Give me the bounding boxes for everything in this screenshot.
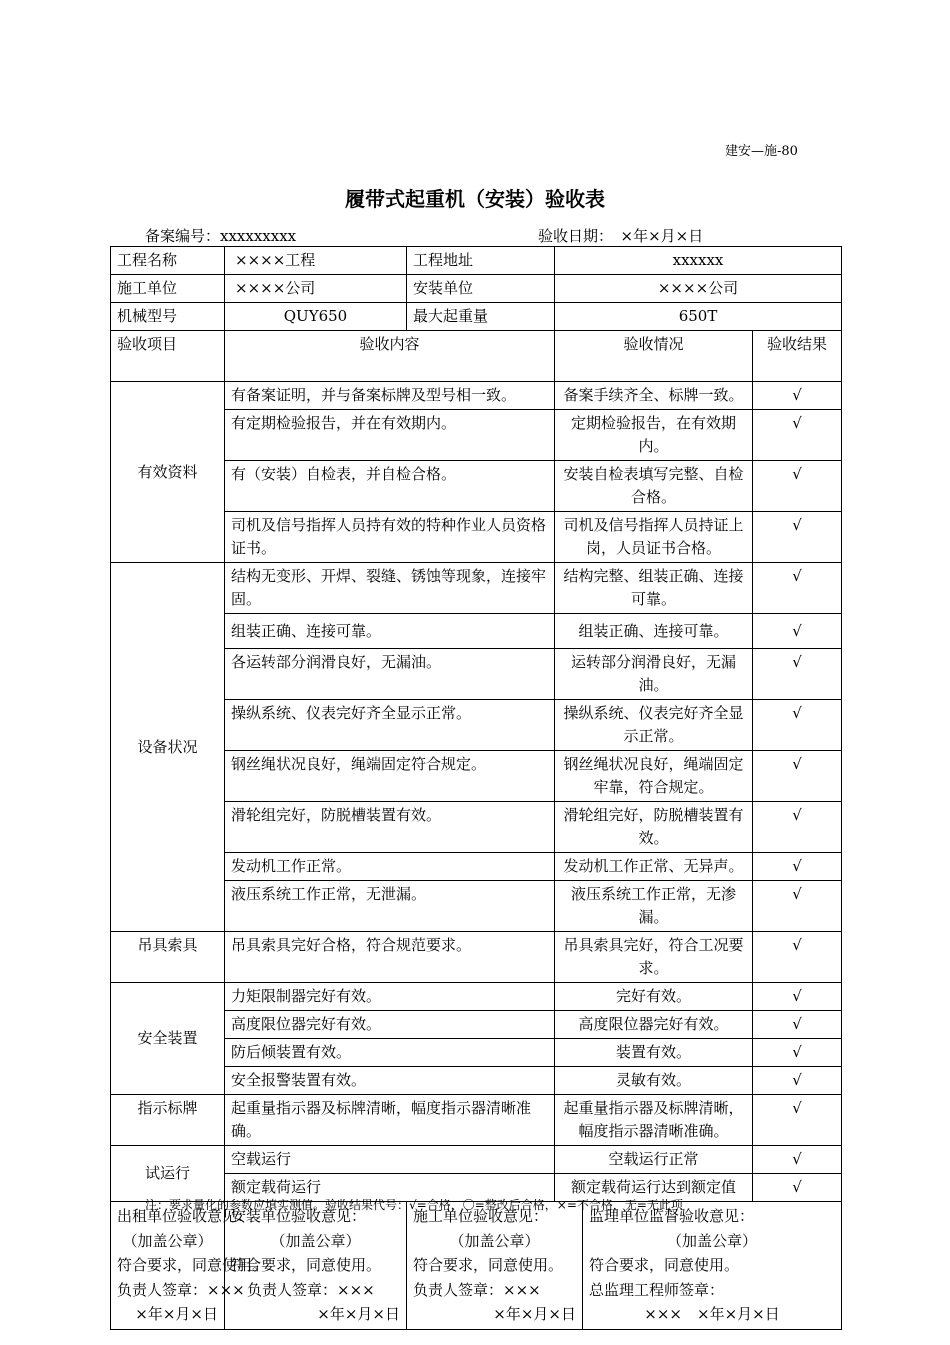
value-max-lift: 650T	[555, 303, 842, 331]
table-row	[111, 983, 842, 1011]
col-header-content: 验收内容	[225, 331, 555, 382]
value-project-address: xxxxxx	[555, 247, 842, 275]
signature-block	[111, 1202, 268, 1330]
row-status: 发动机工作正常、无异声。	[555, 853, 753, 881]
row-result: √	[753, 382, 842, 410]
row-content: 力矩限制器完好有效。	[225, 983, 555, 1011]
row-status: 高度限位器完好有效。	[555, 1011, 753, 1039]
signature-signer: 总监理工程师签章：	[589, 1280, 725, 1299]
row-result: √	[753, 853, 842, 881]
record-number: 备案编号：xxxxxxxxx	[145, 227, 297, 245]
row-content: 吊具索具完好合格，符合规范要求。	[225, 932, 555, 983]
label-project-address: 工程地址	[407, 247, 555, 275]
row-content: 防后倾装置有效。	[225, 1039, 555, 1067]
signature-signer: 负责人签章：×××	[247, 1280, 375, 1299]
info-row-machine	[111, 303, 842, 331]
signature-row	[111, 1202, 842, 1330]
signature-seal: （加盖公章）	[667, 1231, 758, 1250]
row-status: 吊具索具完好，符合工况要求。	[555, 932, 753, 983]
page-title: 履带式起重机（安装）验收表	[345, 187, 605, 211]
signature-date: ×年×月×日	[317, 1305, 400, 1323]
signature-opinion: 符合要求，同意使用。	[413, 1256, 564, 1274]
label-builder: 施工单位	[111, 275, 225, 303]
row-result: √	[753, 512, 842, 563]
label-installer: 安装单位	[407, 275, 555, 303]
signature-title: 监理单位监督验收意见：	[589, 1207, 755, 1225]
row-result: √	[753, 410, 842, 461]
row-result: √	[753, 1174, 842, 1202]
signature-title: 施工单位验收意见：	[413, 1207, 549, 1225]
signature-title: 安装单位验收意见：	[231, 1207, 367, 1225]
row-result: √	[753, 614, 842, 649]
row-status: 运转部分润滑良好，无漏油。	[555, 649, 753, 700]
row-result: √	[753, 932, 842, 983]
row-result: √	[753, 1095, 842, 1146]
signature-title: 出租单位验收意见：	[117, 1207, 253, 1225]
signature-block	[407, 1202, 583, 1330]
row-status: 滑轮组完好，防脱槽装置有效。	[555, 802, 753, 853]
signature-block	[583, 1202, 842, 1330]
row-content: 组装正确、连接可靠。	[225, 614, 555, 649]
col-header-status: 验收情况	[555, 331, 753, 382]
row-content: 有备案证明，并与备案标牌及型号相一致。	[225, 382, 555, 410]
row-status: 司机及信号指挥人员持证上岗，人员证书合格。	[555, 512, 753, 563]
row-status: 装置有效。	[555, 1039, 753, 1067]
row-content: 液压系统工作正常，无泄漏。	[225, 881, 555, 932]
row-result: √	[753, 881, 842, 932]
table-row	[111, 1146, 842, 1174]
section-label: 安全装置	[111, 983, 225, 1095]
section-label: 有效资料	[111, 382, 225, 563]
signature-opinion: 符合要求，同意使用。	[589, 1256, 740, 1274]
row-result: √	[753, 563, 842, 614]
table-row	[111, 932, 842, 983]
signature-opinion: 符合要求，同意使用。	[231, 1256, 382, 1274]
signature-date: ×年×月×日	[135, 1305, 218, 1323]
acceptance-date: 验收日期： ×年×月×日	[538, 227, 704, 245]
row-content: 高度限位器完好有效。	[225, 1011, 555, 1039]
row-result: √	[753, 700, 842, 751]
row-result: √	[753, 1039, 842, 1067]
row-content: 各运转部分润滑良好，无漏油。	[225, 649, 555, 700]
row-result: √	[753, 751, 842, 802]
row-content: 司机及信号指挥人员持有效的特种作业人员资格证书。	[225, 512, 555, 563]
value-builder: ××××公司	[225, 275, 407, 303]
signature-date: ×年×月×日	[493, 1305, 576, 1323]
row-result: √	[753, 983, 842, 1011]
info-row-units	[111, 275, 842, 303]
row-result: √	[753, 1067, 842, 1095]
row-status: 定期检验报告，在有效期内。	[555, 410, 753, 461]
section-label: 指示标牌	[111, 1095, 225, 1146]
section-label: 设备状况	[111, 563, 225, 932]
row-status: 液压系统工作正常，无渗漏。	[555, 881, 753, 932]
section-label: 吊具索具	[111, 932, 225, 983]
label-max-lift: 最大起重量	[407, 303, 555, 331]
row-content: 安全报警装置有效。	[225, 1067, 555, 1095]
label-model: 机械型号	[111, 303, 225, 331]
row-content: 起重量指示器及标牌清晰，幅度指示器清晰准确。	[225, 1095, 555, 1146]
section-label: 试运行	[111, 1146, 225, 1202]
table-row	[111, 382, 842, 410]
row-content: 有定期检验报告，并在有效期内。	[225, 410, 555, 461]
row-content: 额定载荷运行	[225, 1174, 555, 1202]
row-content: 空载运行	[225, 1146, 555, 1174]
row-status: 完好有效。	[555, 983, 753, 1011]
col-header-result: 验收结果	[753, 331, 842, 382]
col-header-item: 验收项目	[111, 331, 225, 382]
info-row-project	[111, 247, 842, 275]
form-code: 建安—施-80	[725, 144, 798, 159]
row-status: 钢丝绳状况良好，绳端固定牢靠，符合规定。	[555, 751, 753, 802]
row-result: √	[753, 649, 842, 700]
table-row	[111, 1095, 842, 1146]
signature-signer: 负责人签章：×××	[117, 1280, 245, 1299]
row-result: √	[753, 1011, 842, 1039]
row-content: 操纵系统、仪表完好齐全显示正常。	[225, 700, 555, 751]
value-model: QUY650	[225, 303, 407, 331]
row-status: 灵敏有效。	[555, 1067, 753, 1095]
row-result: √	[753, 461, 842, 512]
row-status: 组装正确、连接可靠。	[555, 614, 753, 649]
signature-seal: （加盖公章）	[270, 1231, 361, 1250]
signature-seal: （加盖公章）	[122, 1231, 213, 1250]
value-project-name: ××××工程	[225, 247, 407, 275]
row-status: 结构完整、组装正确、连接可靠。	[555, 563, 753, 614]
value-installer: ××××公司	[555, 275, 842, 303]
signature-opinion: 符合要求，同意使用。	[117, 1256, 268, 1274]
row-status: 安装自检表填写完整、自检合格。	[555, 461, 753, 512]
row-content: 有（安装）自检表，并自检合格。	[225, 461, 555, 512]
row-status: 起重量指示器及标牌清晰，幅度指示器清晰准确。	[555, 1095, 753, 1146]
row-status: 操纵系统、仪表完好齐全显示正常。	[555, 700, 753, 751]
signature-block	[225, 1202, 407, 1330]
acceptance-table	[110, 246, 842, 1330]
row-content: 发动机工作正常。	[225, 853, 555, 881]
signature-date: ××× ×年×月×日	[644, 1305, 780, 1323]
row-status: 备案手续齐全、标牌一致。	[555, 382, 753, 410]
row-status: 空载运行正常	[555, 1146, 753, 1174]
signature-seal: （加盖公章）	[449, 1231, 540, 1250]
label-project-name: 工程名称	[111, 247, 225, 275]
footnote: 注：要求量化的参数应填实测值。验收结果代号：√=合格，〇=整改后合格，×=不合格，无=无此项	[145, 1198, 683, 1212]
table-row	[111, 563, 842, 614]
row-status: 额定载荷运行达到额定值	[555, 1174, 753, 1202]
row-result: √	[753, 802, 842, 853]
row-content: 滑轮组完好，防脱槽装置有效。	[225, 802, 555, 853]
column-header-row	[111, 331, 842, 382]
row-result: √	[753, 1146, 842, 1174]
signature-signer: 负责人签章：×××	[413, 1280, 541, 1299]
row-content: 结构无变形、开焊、裂缝、锈蚀等现象，连接牢固。	[225, 563, 555, 614]
row-content: 钢丝绳状况良好，绳端固定符合规定。	[225, 751, 555, 802]
